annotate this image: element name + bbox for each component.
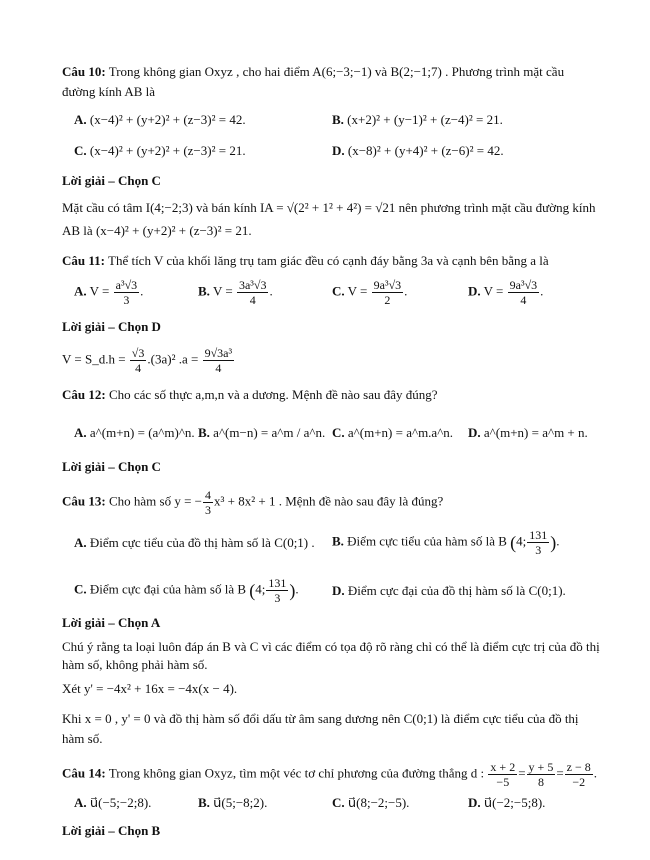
q11-option-c[interactable]: C. V = $\frac{\text{9a³√3}}{2}$ .: [332, 278, 408, 307]
option-prefix: V =: [89, 283, 110, 299]
q10-option-b[interactable]: [332, 111, 503, 129]
fraction: [130, 346, 147, 375]
option-label: A.: [74, 112, 87, 127]
option-label: D.: [468, 425, 481, 440]
q14-option-c[interactable]: [332, 794, 409, 812]
fraction-num: 9√3a³: [204, 346, 233, 360]
q10-option-a[interactable]: [74, 111, 246, 129]
fraction: [237, 278, 269, 307]
q10-stem: [62, 63, 620, 81]
point-x: 4;: [255, 581, 266, 597]
q12-option-d[interactable]: [468, 424, 588, 442]
q13-option-d[interactable]: [332, 582, 566, 600]
option-label: C.: [332, 283, 345, 299]
q14-text: Trong không gian Oxyz, tìm một véc tơ chỉ phương của đường thẳng d :: [108, 765, 485, 781]
q10-option-d[interactable]: [332, 142, 504, 160]
option-value: Điểm cực tiểu của đồ thị hàm số là C(0;1) .: [89, 535, 315, 550]
option-value: Điểm cực tiểu của hàm số là B: [347, 533, 507, 549]
option-value: Điểm cực đại của hàm số là B: [89, 581, 247, 597]
fraction-num: 4: [204, 488, 211, 502]
fraction-den: 3: [123, 293, 130, 307]
q14-solution-title: Lời giải – Chọn B: [62, 823, 161, 838]
q12-text: Cho các số thực a,m,n và a dương. Mệnh đề nào sau đây đúng?: [108, 387, 438, 402]
q13-solution-4: Khi x = 0 , y' = 0 và đồ thị hàm số đổi dấu từ âm sang dương nên C(0;1) là điểm cực tiểu của đồ thị: [62, 711, 579, 726]
fraction-den: 3: [274, 591, 281, 605]
fraction-num: y + 5: [528, 760, 554, 774]
option-prefix: V =: [212, 283, 233, 299]
fraction-num: 9a³√3: [373, 278, 402, 292]
q11-option-a[interactable]: A. V = $\frac{\text{a³√3}}{3}$ .: [74, 278, 144, 307]
q13-solution-2: hàm số, không phải hàm số.: [62, 657, 208, 672]
option-label: A.: [74, 283, 87, 299]
q13-label: Câu 13:: [62, 493, 106, 509]
q11-label: Câu 11:: [62, 253, 105, 268]
fraction-den: 4: [215, 361, 222, 375]
q12-stem: [62, 386, 620, 404]
option-label: C.: [74, 581, 87, 597]
fraction: [565, 760, 593, 789]
solution-prefix: V = S_d.h =: [62, 351, 126, 367]
q14-option-b[interactable]: [198, 794, 267, 812]
fraction: [527, 760, 556, 789]
option-label: A.: [74, 425, 87, 440]
fraction-den: 2: [384, 293, 391, 307]
option-label: B.: [332, 533, 344, 549]
fraction: [266, 576, 288, 605]
option-label: B.: [198, 425, 210, 440]
q10-solution-2: AB là (x−4)² + (y+2)² + (z−3)² = 21.: [62, 223, 252, 238]
fraction-den: 3: [204, 503, 211, 517]
fraction: [488, 760, 517, 789]
option-value: Điểm cực đại của đồ thị hàm số là C(0;1).: [347, 583, 566, 598]
q11-text: Thể tích V của khối lăng trụ tam giác đều có cạnh đáy bằng 3a và cạnh bên bằng a là: [108, 253, 549, 268]
fraction: [203, 488, 213, 517]
q10-solution-1: Mặt cầu có tâm I(4;−2;3) và bán kính IA = √(2² + 1² + 4²) = √21 nên phương trình mặt cầu đường kính: [62, 200, 596, 215]
option-prefix: V =: [347, 283, 368, 299]
q14-option-d[interactable]: [468, 794, 545, 812]
q13-text-post: x³ + 8x² + 1 . Mệnh đề nào sau đây là đúng?: [213, 493, 444, 509]
fraction-num: 3a³√3: [238, 278, 267, 292]
option-label: D.: [332, 143, 345, 158]
option-label: B.: [332, 112, 344, 127]
q12-option-b[interactable]: [198, 424, 325, 442]
fraction-num: √3: [131, 346, 145, 360]
paren-close: ): [550, 532, 557, 553]
option-value: (x+2)² + (y−1)² + (z−4)² = 21.: [347, 112, 503, 127]
paren-close: ): [289, 580, 296, 601]
option-value: u⃗(8;−2;−5).: [347, 795, 410, 810]
option-value: a^(m+n) = a^m.a^n.: [347, 425, 454, 440]
fraction-num: 131: [529, 528, 548, 542]
option-label: D.: [468, 795, 481, 810]
point-x: 4;: [516, 533, 527, 549]
q14-label: Câu 14:: [62, 765, 106, 781]
q11-solution: [62, 346, 620, 375]
q10-label: Câu 10:: [62, 64, 106, 79]
fraction-num: x + 2: [490, 760, 516, 774]
option-value: (x−4)² + (y+2)² + (z−3)² = 21.: [89, 143, 246, 158]
option-prefix: V =: [483, 283, 504, 299]
option-label: C.: [332, 795, 345, 810]
fraction: [114, 278, 140, 307]
q10-stem-2: đường kính AB là: [62, 84, 156, 99]
option-value: u⃗(5;−8;2).: [213, 795, 268, 810]
q13-solution-title: Lời giải – Chọn A: [62, 615, 161, 630]
q12-option-c[interactable]: [332, 424, 453, 442]
fraction-den: 4: [249, 293, 256, 307]
fraction: [203, 346, 235, 375]
fraction-den: −2: [572, 775, 586, 789]
paren-open: (: [510, 532, 517, 553]
fraction: [508, 278, 540, 307]
q11-option-b[interactable]: B. V = $\frac{\text{3a³√3}}{4}$ .: [198, 278, 273, 307]
q14-stem: Câu 14: Trong không gian Oxyz, tìm một véc tơ chỉ phương của đường thẳng d : $\frac{x + 2}{-5}$ = $\frac{y + 5}{8}$ = $\frac{z - 8}{-2}$ .: [62, 760, 598, 789]
fraction-num: 131: [268, 576, 287, 590]
option-label: B.: [198, 283, 210, 299]
option-value: a^(m−n) = a^m / a^n.: [213, 425, 326, 440]
option-value: a^(m+n) = (a^m)^n.: [89, 425, 195, 440]
fraction: [372, 278, 404, 307]
option-label: A.: [74, 535, 87, 550]
option-value: (x−4)² + (y+2)² + (z−3)² = 42.: [89, 112, 246, 127]
fraction-den: 3: [535, 543, 542, 557]
q11-option-d[interactable]: D. V = $\frac{\text{9a³√3}}{4}$ .: [468, 278, 544, 307]
option-label: C.: [74, 143, 87, 158]
q13-solution-3: Xét y' = −4x² + 16x = −4x(x − 4).: [62, 681, 238, 696]
q14-option-a[interactable]: [74, 794, 151, 812]
option-label: C.: [332, 425, 345, 440]
fraction-num: a³√3: [115, 278, 138, 292]
q13-text-pre: Cho hàm số y = −: [108, 493, 202, 509]
q13-solution-1: Chú ý rằng ta loại luôn đáp án B và C vì các điểm có tọa độ rõ ràng chỉ có thể là điểm cực trị của đồ thị: [62, 639, 600, 654]
solution-mid: .(3a)² .a =: [147, 351, 199, 367]
q13-solution-5: hàm số.: [62, 731, 103, 746]
q13-option-c[interactable]: C. Điểm cực đại của hàm số là B (4; $\frac{131}{3}$ ).: [74, 576, 299, 605]
q12-label: Câu 12:: [62, 387, 106, 402]
q10-text: Trong không gian Oxyz , cho hai điểm A(6;−3;−1) và B(2;−1;7) . Phương trình mặt cầu: [108, 64, 565, 79]
option-value: u⃗(−5;−2;8).: [89, 795, 152, 810]
q10-option-c[interactable]: [74, 142, 246, 160]
option-value: u⃗(−2;−5;8).: [483, 795, 546, 810]
q10-solution-title: Lời giải – Chọn C: [62, 173, 161, 188]
fraction: [527, 528, 549, 557]
q11-stem: [62, 252, 620, 270]
q12-option-a[interactable]: [74, 424, 195, 442]
option-label: A.: [74, 795, 87, 810]
fraction-num: 9a³√3: [509, 278, 538, 292]
fraction-den: 8: [537, 775, 544, 789]
fraction-den: 4: [135, 361, 142, 375]
fraction-den: −5: [496, 775, 510, 789]
option-label: D.: [332, 583, 345, 598]
option-label: B.: [198, 795, 210, 810]
q11-solution-title: Lời giải – Chọn D: [62, 319, 161, 334]
option-label: D.: [468, 283, 481, 299]
option-value: a^(m+n) = a^m + n.: [483, 425, 588, 440]
q12-solution-title: Lời giải – Chọn C: [62, 459, 161, 474]
q13-option-a[interactable]: [74, 534, 315, 552]
fraction-den: 4: [520, 293, 527, 307]
fraction-num: z − 8: [566, 760, 591, 774]
paren-open: (: [249, 580, 256, 601]
option-value: (x−8)² + (y+4)² + (z−6)² = 42.: [347, 143, 504, 158]
q13-option-b[interactable]: B. Điểm cực tiểu của hàm số là B (4; $\frac{131}{3}$ ).: [332, 528, 560, 557]
q13-stem: [62, 488, 620, 517]
